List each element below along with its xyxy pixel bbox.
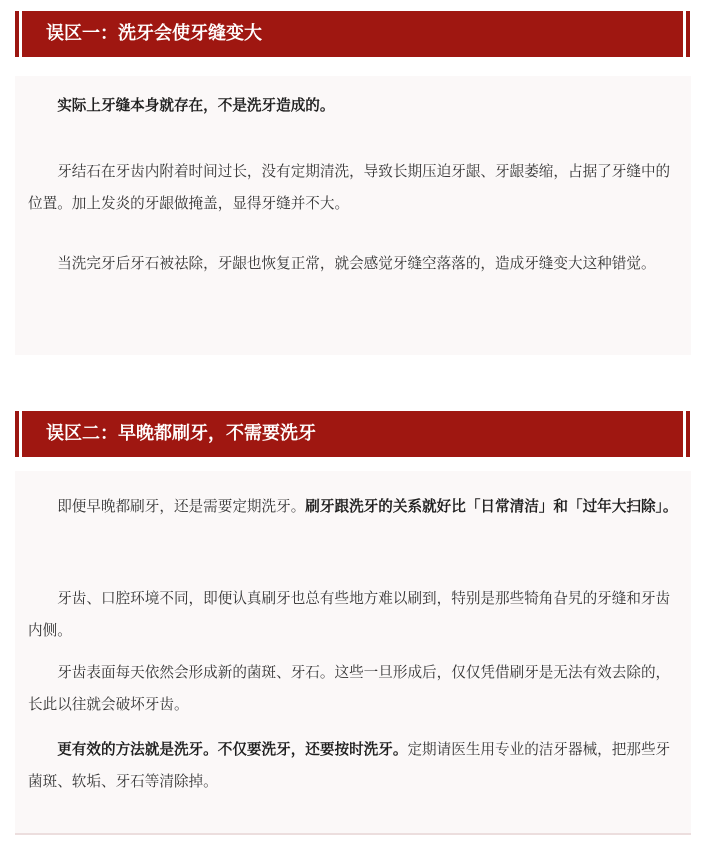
section-1-para-2: 牙结石在牙齿内附着时间过长，没有定期清洗，导致长期压迫牙龈、牙龈萎缩，占据了牙缝中的位置。加上发炎的牙龈做掩盖，显得牙缝并不大。 (28, 163, 671, 212)
section-2-card (15, 471, 691, 833)
section-1-lead: 实际上牙缝本身就存在，不是洗牙造成的。 (57, 97, 335, 114)
section-1-title: 误区一：洗牙会使牙缝变大 (46, 23, 262, 44)
section-2-para-4 (28, 734, 680, 798)
section-2-title: 误区二：早晚都刷牙，不需要洗牙 (46, 423, 316, 444)
section-2-para-1-text: 即便早晚都刷牙，还是需要定期洗牙。 (57, 498, 306, 515)
section-2-para-1-emphasis: 刷牙跟洗牙的关系就好比「日常清洁」和「过年大扫除」。 (305, 498, 678, 515)
section-2-para-3: 牙齿表面每天依然会形成新的菌斑、牙石。这些一旦形成后，仅仅凭借刷牙是无法有效去除的，长此以往就会破坏牙齿。 (28, 664, 671, 713)
section-1-banner (15, 11, 690, 57)
section-2-para-4-text: 定期请医生用专业的洁牙器械，把那些牙菌斑、软垢、牙石等清除掉。 (28, 741, 671, 790)
section-2-para-4-emphasis: 更有效的方法就是洗牙。不仅要洗牙，还要按时洗牙。 (57, 741, 408, 758)
section-2-para-2: 牙齿、口腔环境不同，即便认真刷牙也总有些地方难以刷到，特别是那些犄角旮旯的牙缝和牙齿内侧。 (28, 590, 671, 639)
section-1-card (15, 76, 691, 355)
section-2-para-1 (28, 491, 680, 523)
section-1-para-3: 当洗完牙后牙石被祛除，牙龈也恢复正常，就会感觉牙缝空落落的，造成牙缝变大这种错觉。 (57, 255, 656, 272)
section-2-banner (15, 411, 690, 457)
bottom-divider (15, 833, 691, 835)
